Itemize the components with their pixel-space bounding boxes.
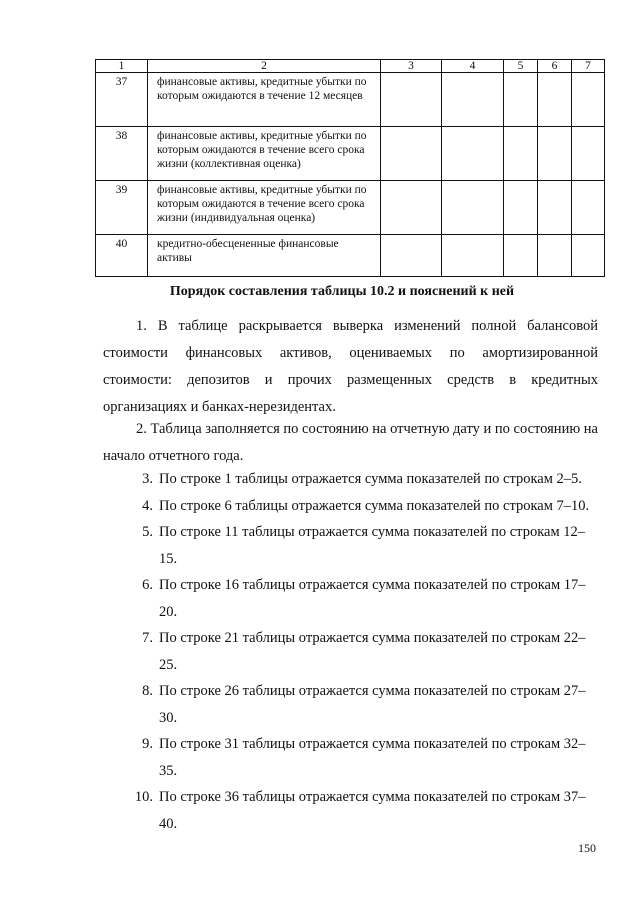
empty-cell [538, 235, 572, 277]
list-item-text: По строке 21 таблицы отражается сумма показателей по строкам 22–25. [159, 630, 586, 673]
list-item-number: 10. [134, 789, 153, 805]
column-header: 1 [96, 60, 148, 73]
empty-cell [538, 181, 572, 235]
table-row [96, 73, 605, 127]
empty-cell [572, 235, 605, 277]
data-table [95, 59, 605, 277]
table-header-row [96, 60, 605, 73]
empty-cell [504, 235, 538, 277]
empty-cell [538, 127, 572, 181]
empty-cell [442, 73, 504, 127]
list-item [103, 625, 598, 678]
row-description: финансовые активы, кредитные убытки по которым ожидаются в течение всего срока жизни (коллективная оценка) [148, 127, 381, 181]
row-number: 39 [96, 181, 148, 235]
list-item-number: 9. [142, 736, 153, 752]
column-header: 7 [572, 60, 605, 73]
list-item-text: По строке 1 таблицы отражается сумма показателей по строкам 2–5. [159, 471, 582, 487]
empty-cell [504, 73, 538, 127]
numbered-list [103, 466, 598, 837]
table-row [96, 235, 605, 277]
table-row [96, 127, 605, 181]
column-header: 5 [504, 60, 538, 73]
page-number: 150 [578, 841, 596, 855]
empty-cell [442, 181, 504, 235]
list-item [103, 678, 598, 731]
column-header: 2 [148, 60, 381, 73]
row-number: 37 [96, 73, 148, 127]
row-description: финансовые активы, кредитные убытки по которым ожидаются в течение 12 месяцев [148, 73, 381, 127]
empty-cell [572, 127, 605, 181]
paragraph: 2. Таблица заполняется по состоянию на отчетную дату и по состоянию на начало отчетного года. [103, 421, 598, 464]
list-item-number: 5. [142, 524, 153, 540]
list-item-number: 7. [142, 630, 153, 646]
list-item-number: 6. [142, 577, 153, 593]
list-item [103, 493, 598, 520]
list-item-number: 3. [142, 471, 153, 487]
empty-cell [572, 73, 605, 127]
empty-cell [381, 181, 442, 235]
list-item-text: По строке 36 таблицы отражается сумма показателей по строкам 37–40. [159, 789, 586, 832]
empty-cell [442, 127, 504, 181]
list-item [103, 572, 598, 625]
row-description: кредитно-обесцененные финансовые активы [148, 235, 381, 277]
row-number: 40 [96, 235, 148, 277]
column-header: 6 [538, 60, 572, 73]
list-item-text: По строке 26 таблицы отражается сумма показателей по строкам 27–30. [159, 683, 586, 726]
list-item [103, 466, 598, 493]
section-heading: Порядок составления таблицы 10.2 и пояснений к ней [169, 284, 515, 299]
paragraph: 1. В таблице раскрывается выверка изменений полной балансовой стоимости финансовых активов, оцениваемых по амортизированной стоимости: депозитов и прочих размещенных средств в кредитных организациях и банках-нерезидентах. [103, 318, 598, 415]
empty-cell [572, 181, 605, 235]
list-item-text: По строке 6 таблицы отражается сумма показателей по строкам 7–10. [159, 497, 590, 514]
list-item-text: По строке 11 таблицы отражается сумма показателей по строкам 12–15. [159, 524, 586, 567]
list-item-text: По строке 16 таблицы отражается сумма показателей по строкам 17–20. [159, 577, 586, 620]
empty-cell [381, 127, 442, 181]
empty-cell [538, 73, 572, 127]
list-item-number: 8. [142, 683, 153, 699]
table-row [96, 181, 605, 235]
column-header: 3 [381, 60, 442, 73]
list-item [103, 731, 598, 784]
row-description: финансовые активы, кредитные убытки по которым ожидаются в течение всего срока жизни (индивидуальная оценка) [148, 181, 381, 235]
list-item [103, 519, 598, 572]
empty-cell [504, 127, 538, 181]
empty-cell [442, 235, 504, 277]
empty-cell [381, 73, 442, 127]
empty-cell [381, 235, 442, 277]
list-item-text: По строке 31 таблицы отражается сумма показателей по строкам 32–35. [159, 736, 586, 779]
row-number: 38 [96, 127, 148, 181]
list-item-number: 4. [142, 497, 153, 514]
column-header: 4 [442, 60, 504, 73]
list-item [103, 784, 598, 837]
empty-cell [504, 181, 538, 235]
